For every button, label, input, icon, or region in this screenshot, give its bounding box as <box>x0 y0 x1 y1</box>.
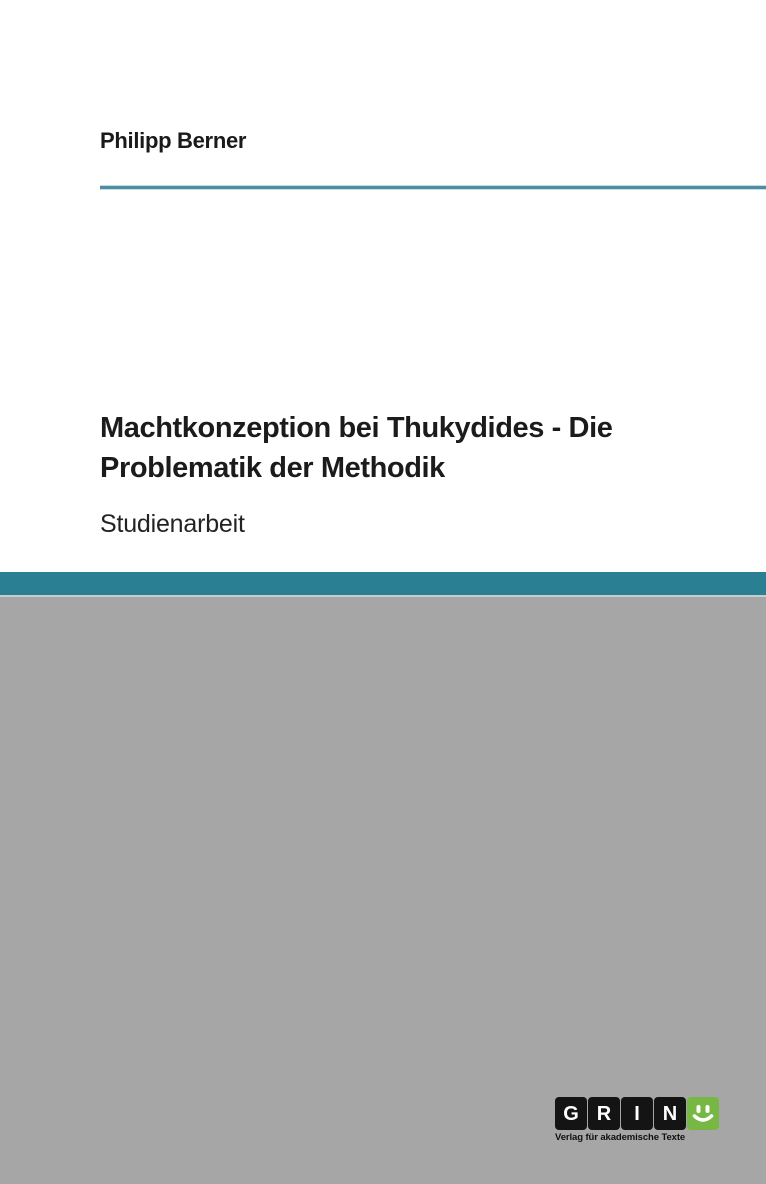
logo-letter-n: N <box>654 1097 686 1130</box>
grin-publisher-logo <box>555 1097 719 1130</box>
cover-bottom-gray-area <box>0 597 766 1184</box>
author-name: Philipp Berner <box>100 128 247 153</box>
logo-letter-g: G <box>555 1097 587 1130</box>
logo-letter-r: R <box>588 1097 620 1130</box>
publisher-tagline: Verlag für akademische Texte <box>555 1132 686 1143</box>
teal-accent-band <box>0 572 766 595</box>
logo-letter-i: I <box>621 1097 653 1130</box>
book-title-line-2: Problematik der Methodik <box>100 452 445 484</box>
author-divider-rule <box>100 186 766 189</box>
smiley-face-icon <box>687 1097 719 1130</box>
book-title <box>100 408 720 488</box>
book-title-line-1: Machtkonzeption bei Thukydides - Die <box>100 412 613 444</box>
document-type-label: Studienarbeit <box>100 510 245 538</box>
